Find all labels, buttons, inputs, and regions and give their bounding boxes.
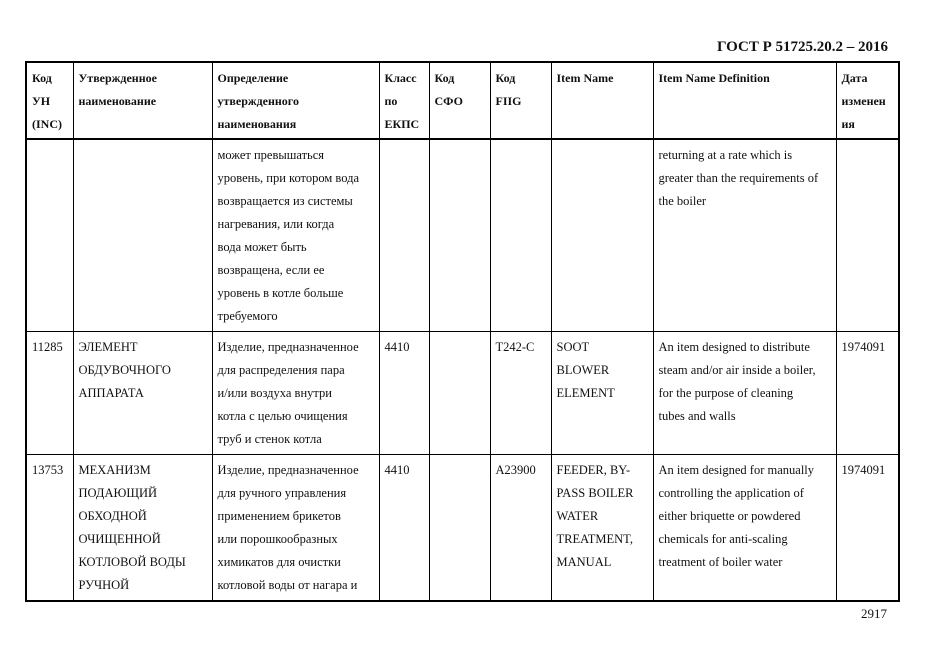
cell-item-name: SOOT BLOWER ELEMENT (551, 332, 653, 455)
cell-definition: может превышаться уровень, при котором вода возвращается из системы нагревания, или когда вода может быть возвращена, если ее уровень в котле больше требуемого (212, 139, 379, 332)
table-row (26, 332, 899, 455)
col-header-approved-name: Утвержденное наименование (73, 62, 212, 139)
cell-sfo (429, 332, 490, 455)
table-row (26, 139, 899, 332)
col-header-item-name: Item Name (551, 62, 653, 139)
col-header-definition: Определение утвержденного наименования (212, 62, 379, 139)
cell-approved-name: МЕХАНИЗМ ПОДАЮЩИЙ ОБХОДНОЙ ОЧИЩЕННОЙ КОТЛОВОЙ ВОДЫ РУЧНОЙ (73, 455, 212, 602)
page-number: 2917 (861, 606, 887, 621)
cell-inc: 11285 (26, 332, 73, 455)
catalog-table (25, 61, 900, 602)
cell-fiig: A23900 (490, 455, 551, 602)
col-header-inc: Код УН (INC) (26, 62, 73, 139)
cell-item-name (551, 139, 653, 332)
cell-item-def: An item designed for manually controlling the application of either briquette or powdered chemicals for anti-scaling treatment of boiler water (653, 455, 836, 602)
cell-class: 4410 (379, 455, 429, 602)
cell-class (379, 139, 429, 332)
table-row (26, 455, 899, 602)
cell-sfo (429, 139, 490, 332)
cell-sfo (429, 455, 490, 602)
col-header-class: Класс по ЕКПС (379, 62, 429, 139)
cell-date (836, 139, 899, 332)
cell-fiig (490, 139, 551, 332)
col-header-date: Дата изменен ия (836, 62, 899, 139)
cell-definition: Изделие, предназначенное для ручного управления применением брикетов или порошкообразных химикатов для очистки котловой воды от нагара и (212, 455, 379, 602)
col-header-sfo: Код СФО (429, 62, 490, 139)
cell-item-def: An item designed to distribute steam and/or air inside a boiler, for the purpose of cleaning tubes and walls (653, 332, 836, 455)
document-code: ГОСТ Р 51725.20.2 – 2016 (716, 39, 888, 55)
cell-approved-name (73, 139, 212, 332)
cell-item-name: FEEDER, BY- PASS BOILER WATER TREATMENT, MANUAL (551, 455, 653, 602)
col-header-fiig: Код FIIG (490, 62, 551, 139)
col-header-item-def: Item Name Definition (653, 62, 836, 139)
cell-definition: Изделие, предназначенное для распределения пара и/или воздуха внутри котла с целью очищения труб и стенок котла (212, 332, 379, 455)
cell-fiig: T242-C (490, 332, 551, 455)
cell-class: 4410 (379, 332, 429, 455)
cell-approved-name: ЭЛЕМЕНТ ОБДУВОЧНОГО АППАРАТА (73, 332, 212, 455)
cell-date: 1974091 (836, 332, 899, 455)
cell-item-def: returning at a rate which is greater than the requirements of the boiler (653, 139, 836, 332)
cell-date: 1974091 (836, 455, 899, 602)
cell-inc: 13753 (26, 455, 73, 602)
table-header-row (26, 62, 899, 139)
cell-inc (26, 139, 73, 332)
